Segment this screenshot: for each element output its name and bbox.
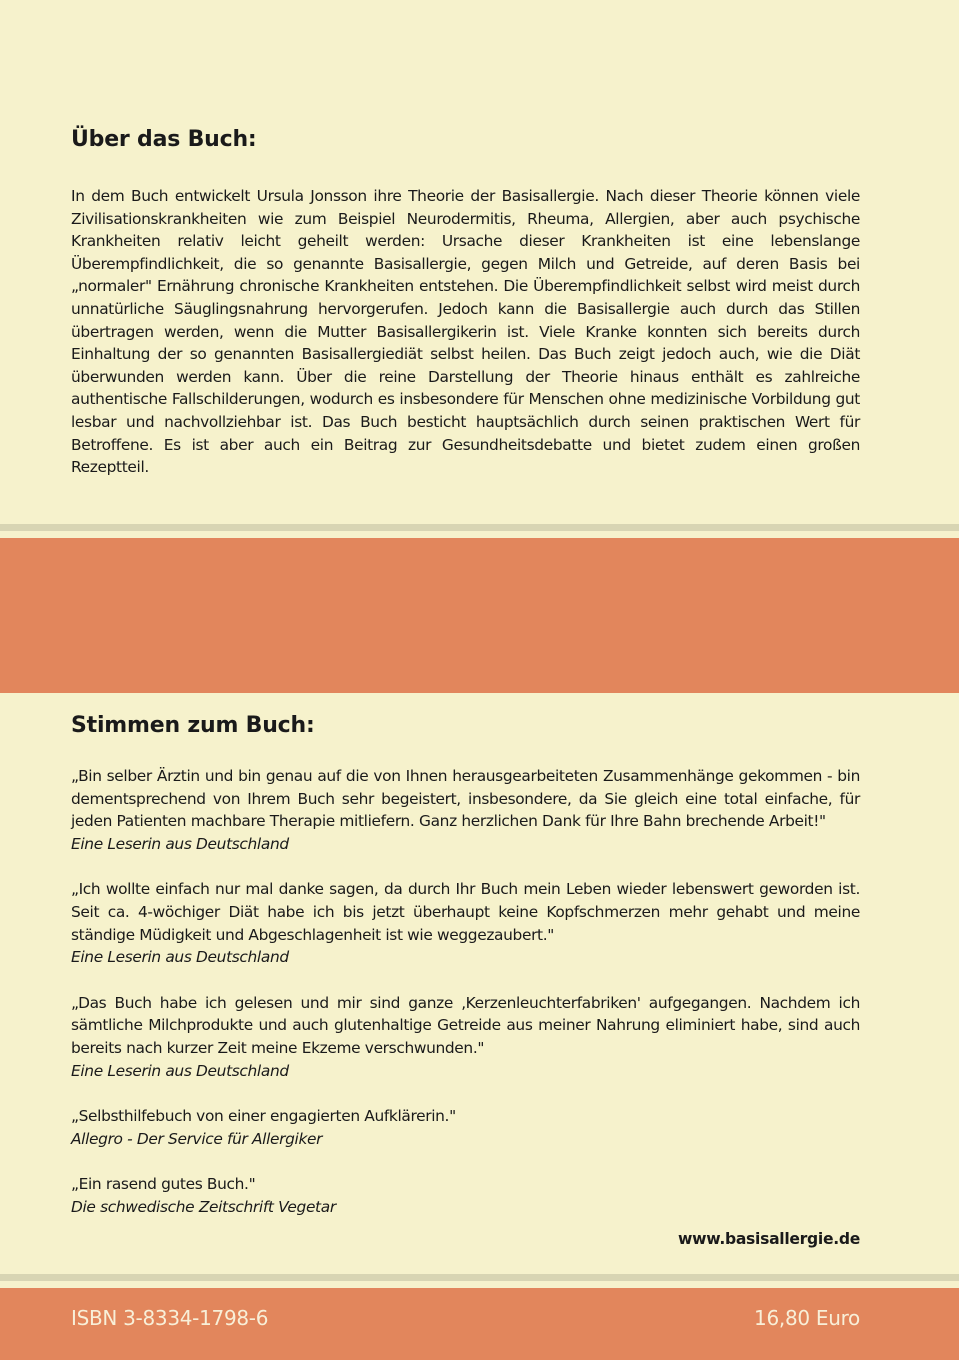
divider-bottom [0,1274,959,1281]
reviews-section [71,713,860,1242]
quote-item [71,1173,860,1218]
quote-source: Eine Leserin aus Deutschland [71,948,289,967]
quote-source: Allegro - Der Service für Allergiker [71,1129,323,1148]
quote-text: „Ich wollte einfach nur mal danke sagen, da durch Ihr Buch mein Leben wieder lebenswert geworden ist. Seit ca. 4-wöchiger Diät habe ich bis jetzt überhaupt keine Kopfschmerzen mehr gehabt und meine ständige Müdigkeit und Abgeschlagenheit ist wie weggezaubert." [71,880,860,944]
quote-item [71,765,860,855]
quote-text: „Ein rasend gutes Buch." [71,1175,256,1194]
footer-band [0,1288,959,1360]
quote-item [71,878,860,968]
quote-source: Eine Leserin aus Deutschland [71,834,289,853]
quote-item [71,1105,860,1150]
about-section [71,127,860,479]
divider-top [0,524,959,531]
quote-item [71,992,860,1082]
about-text: In dem Buch entwickelt Ursula Jonsson ihre Theorie der Basisallergie. Nach dieser Theorie können viele Zivilisationskrankheiten wie zum Beispiel Neurodermitis, Rheuma, Allergien, aber auch psychische Krankheiten relativ leicht geheilt werden: Ursache dieser Krankheiten ist eine lebenslange Überempfindlichkeit, die so genannte Basisallergie, gegen Milch und Getreide, auf deren Basis bei „normaler" Ernährung chronische Krankheiten entstehen. Die Überempfindlichkeit selbst wird meist durch unnatürliche Säuglingsnahrung hervorgerufen. Jedoch kann die Basisallergie auch durch das Stillen übertragen werden, wenn die Mutter Basisallergikerin ist. Viele Kranke konnten sich bereits durch Einhaltung der so genannten Basisallergiediät selbst heilen. Das Buch zeigt jedoch auch, wie die Diät überwunden werden kann. Über die reine Darstellung der Theorie hinaus enthält es zahlreiche authentische Fallschilderungen, wodurch es insbesondere für Menschen ohne medizinische Vorbildung gut lesbar und nachvollziehbar ist. Das Buch besticht hauptsächlich durch seinen praktischen Wert für Betroffene. Es ist aber auch ein Beitrag zur Gesundheitsdebatte und bietet zudem einen großen Rezeptteil. [71,187,860,477]
quote-source: Die schwedische Zeitschrift Vegetar [71,1197,336,1216]
quote-list [71,765,860,1219]
quote-text: „Bin selber Ärztin und bin genau auf die von Ihnen herausgearbeiteten Zusammenhänge gekommen - bin dementsprechend von Ihrem Buch sehr begeistert, insbesondere, da Sie gleich eine total einfache, für jeden Patienten machbare Therapie mitliefern. Ganz herzlichen Dank für Ihre Bahn brechende Arbeit!" [71,767,860,831]
website-url: www.basisallergie.de [678,1230,860,1248]
quote-text: „Selbsthilfebuch von einer engagierten Aufklärerin." [71,1107,456,1126]
price: 16,80 Euro [754,1306,860,1330]
quote-source: Eine Leserin aus Deutschland [71,1061,289,1080]
about-heading: Über das Buch: [71,127,257,152]
orange-band [0,538,959,693]
reviews-heading: Stimmen zum Buch: [71,713,315,738]
quote-text: „Das Buch habe ich gelesen und mir sind ganze ‚Kerzenleuchterfabriken' aufgegangen. Nachdem ich sämtliche Milchprodukte und auch glutenhaltige Getreide aus meiner Nahrung eliminiert habe, sind auch bereits nach kurzer Zeit meine Ekzeme verschwunden." [71,993,860,1057]
isbn: ISBN 3-8334-1798-6 [71,1306,269,1330]
